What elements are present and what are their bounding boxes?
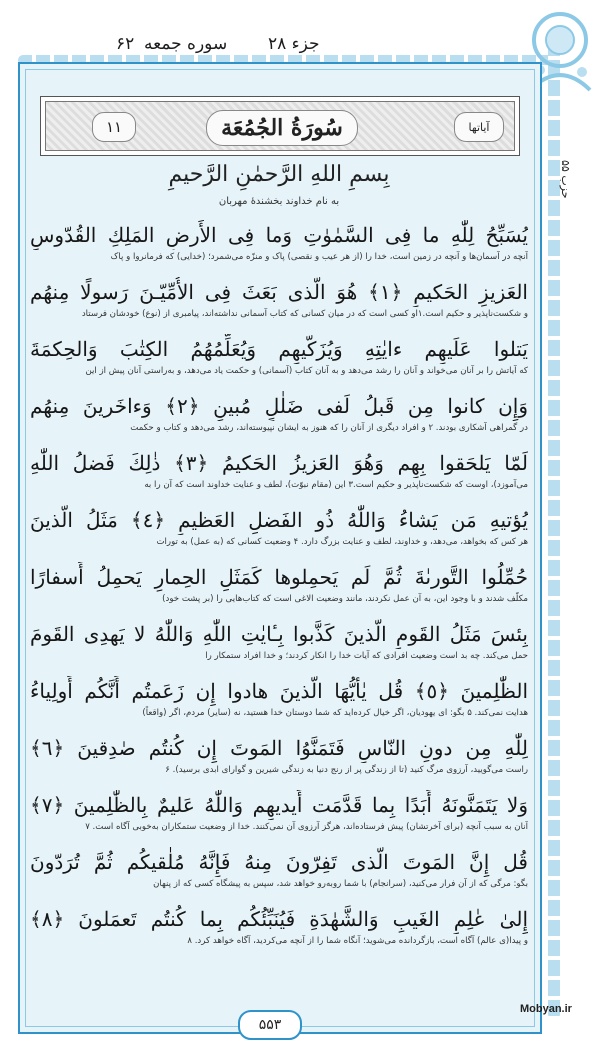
persian-translation: هر کس که بخواهد، می‌دهد، و خداوند، لطف و عنایت بزرگ دارد. ۴ وضعیت کسانی که (به عمل) به تورات <box>156 537 528 547</box>
arabic-text: حُمِّلُوا التَّورىٰةَ ثُمَّ لَم يَحمِلوها كَمَثَلِ الحِمارِ يَحمِلُ أَسفارًا <box>30 565 528 589</box>
verse-line <box>30 391 528 436</box>
header-surah-number: ۶۲ <box>116 34 135 54</box>
arabic-text: يُؤتيهِ مَن يَشاءُ وَاللّٰهُ ذُو الفَضلِ العَظيمِ ﴿٤﴾ مَثَلُ الَّذينَ <box>30 508 528 532</box>
persian-translation: آنچه در آسمان‌ها و آنچه در زمین است، خدا را (از هر عیب و نقصی) پاک و منزّه می‌شمرد؛ (خدایی) که فرمانروا و پاک <box>110 252 528 262</box>
persian-translation: و شکست‌ناپذیر و حکیم است.۱او کسی است که در میان کسانی که کتاب آسمانی نداشته‌اند، پیامبری از (نوع) خودشان فرستاد <box>81 309 528 319</box>
hizb-side-label: حزب ۵۵ <box>559 160 572 199</box>
arabic-text: إِلىٰ عٰلِمِ الغَيبِ وَالشَّهٰدَةِ فَيُنَبِّئُكُم بِما كُنتُم تَعمَلونَ ﴿٨﴾ <box>30 907 528 931</box>
verse-line <box>30 562 528 607</box>
verse-line <box>30 619 528 664</box>
bismillah: بِسمِ اللهِ الرَّحمٰنِ الرَّحيمِ <box>168 162 390 187</box>
surah-title: سُورَةُ الجُمُعَة <box>206 110 358 146</box>
verse-line <box>30 790 528 835</box>
persian-translation: و پیدا(ی عالم) آگاه است، بازگردانده می‌شوید؛ آنگاه شما را از آنچه می‌کردید، آگاه خواهد کرد. ۸ <box>187 936 528 946</box>
verse-line <box>30 904 528 949</box>
persian-translation: در گمراهی آشکاری بودند. ۲ و افراد دیگری از آنان را که هنوز به ایشان نپیوسته‌اند، رشد می‌دهد و کتاب و حکمت <box>130 423 528 433</box>
arabic-text: بِئسَ مَثَلُ القَومِ الَّذينَ كَذَّبوا بِـٔايٰتِ اللّٰهِ وَاللّٰهُ لا يَهدِى القَومَ <box>30 622 528 646</box>
verse-line <box>30 220 528 265</box>
ayat-label: آیاتها <box>454 112 504 142</box>
verse-line <box>30 448 528 493</box>
arabic-text: قُل إِنَّ المَوتَ الَّذى تَفِرّونَ مِنهُ فَإِنَّهُ مُلٰقيكُم ثُمَّ تُرَدّونَ <box>30 850 528 874</box>
persian-translation: هدایت نمی‌کند. ۵ بگو: ای یهودیان، اگر خیال کرده‌اید که شما دوستان خدا هستید، نه (سایر) مردم، اگر (واقعاً) <box>142 708 528 718</box>
persian-translation: مکلّف شدند و با وجود این، به آن عمل نکردند، مانند وضعیت الاغی است که کتاب‌هایی را (بر پشت خود) <box>162 594 528 604</box>
site-watermark: Mobyan.ir <box>520 1003 572 1015</box>
persian-translation: حمل می‌کند. چه بد است وضعیت افرادی که آیات خدا را انکار کردند؛ و خدا افراد ستمکار را <box>205 651 528 661</box>
header-surah: سوره جمعه <box>144 34 228 54</box>
arabic-text: وَإِن كانوا مِن قَبلُ لَفى ضَلٰلٍ مُبينٍ ﴿٢﴾ وَءاخَرينَ مِنهُم <box>30 394 528 418</box>
banner-pattern <box>45 101 515 151</box>
header-juz: جزء ۲۸ <box>268 34 320 54</box>
page-number: ۵۵۳ <box>238 1010 302 1040</box>
bismillah-translation: به نام خداوند بخشندهٔ مهربان <box>218 196 340 207</box>
arabic-text: لِلّٰهِ مِن دونِ النّاسِ فَتَمَنَّوُا المَوتَ إِن كُنتُم صٰدِقينَ ﴿٦﴾ <box>30 736 528 760</box>
verse-line <box>30 847 528 892</box>
arabic-text: يَتلوا عَلَيهِم ءايٰتِهِ وَيُزَكّيهِم وَيُعَلِّمُهُمُ الكِتٰبَ وَالحِكمَةَ <box>30 337 528 361</box>
arabic-text: يُسَبِّحُ لِلّٰهِ ما فِى السَّمٰوٰتِ وَما فِى الأَرضِ المَلِكِ القُدّوسِ <box>30 223 528 247</box>
arabic-text: لَمّا يَلحَقوا بِهِم وَهُوَ العَزيزُ الحَكيمُ ﴿٣﴾ ذٰلِكَ فَضلُ اللّٰهِ <box>30 451 528 475</box>
arabic-text: وَلا يَتَمَنَّونَهُ أَبَدًا بِما قَدَّمَت أَيديهِم وَاللّٰهُ عَليمٌ بِالظّٰلِمينَ ﴿٧﴾ <box>30 793 528 817</box>
verse-line <box>30 334 528 379</box>
persian-translation: که آیاتش را بر آنان می‌خواند و آنان را رشد می‌دهد و به آنان کتاب (آسمانی) و حکمت یاد می‌دهد، و به‌راستی آنان پیش از این <box>85 366 528 376</box>
verse-line <box>30 733 528 778</box>
verse-line <box>30 676 528 721</box>
verse-line <box>30 505 528 550</box>
ayat-count: ۱۱ <box>92 112 136 142</box>
persian-translation: می‌آموزد)، اوست که شکست‌ناپذیر و حکیم است.۳ این (مقام نبوّت)، لطف و عنایت خداوند است که آن را به <box>144 480 528 490</box>
verse-line <box>30 277 528 322</box>
arabic-text: الظّٰلِمينَ ﴿٥﴾ قُل يٰأَيُّهَا الَّذينَ هادوا إِن زَعَمتُم أَنَّكُم أَولِياءُ <box>30 679 528 703</box>
arabic-text: العَزيزِ الحَكيمِ ﴿١﴾ هُوَ الَّذى بَعَثَ فِى الأُمِّيّـنَ رَسولًا مِنهُم <box>30 280 528 304</box>
persian-translation: آنان به سبب آنچه (برای آخرتشان) پیش فرستاده‌اند، هرگز آرزوی آن نمی‌کنند. خدا از وضعیت ستمکاران به‌خوبی آگاه است. ۷ <box>85 822 528 832</box>
persian-translation: راست می‌گویید، آرزوی مرگ کنید (تا از زندگی پر از رنج دنیا به زندگی شیرین و گوارای ابدی برسید). ۶ <box>165 765 528 775</box>
surah-banner <box>40 96 520 156</box>
persian-translation: بگو: مرگی که از آن فرار می‌کنید، (سرانجام) با شما روبه‌رو خواهد شد، سپس به پیشگاه کسی که از پنهان <box>153 879 528 889</box>
